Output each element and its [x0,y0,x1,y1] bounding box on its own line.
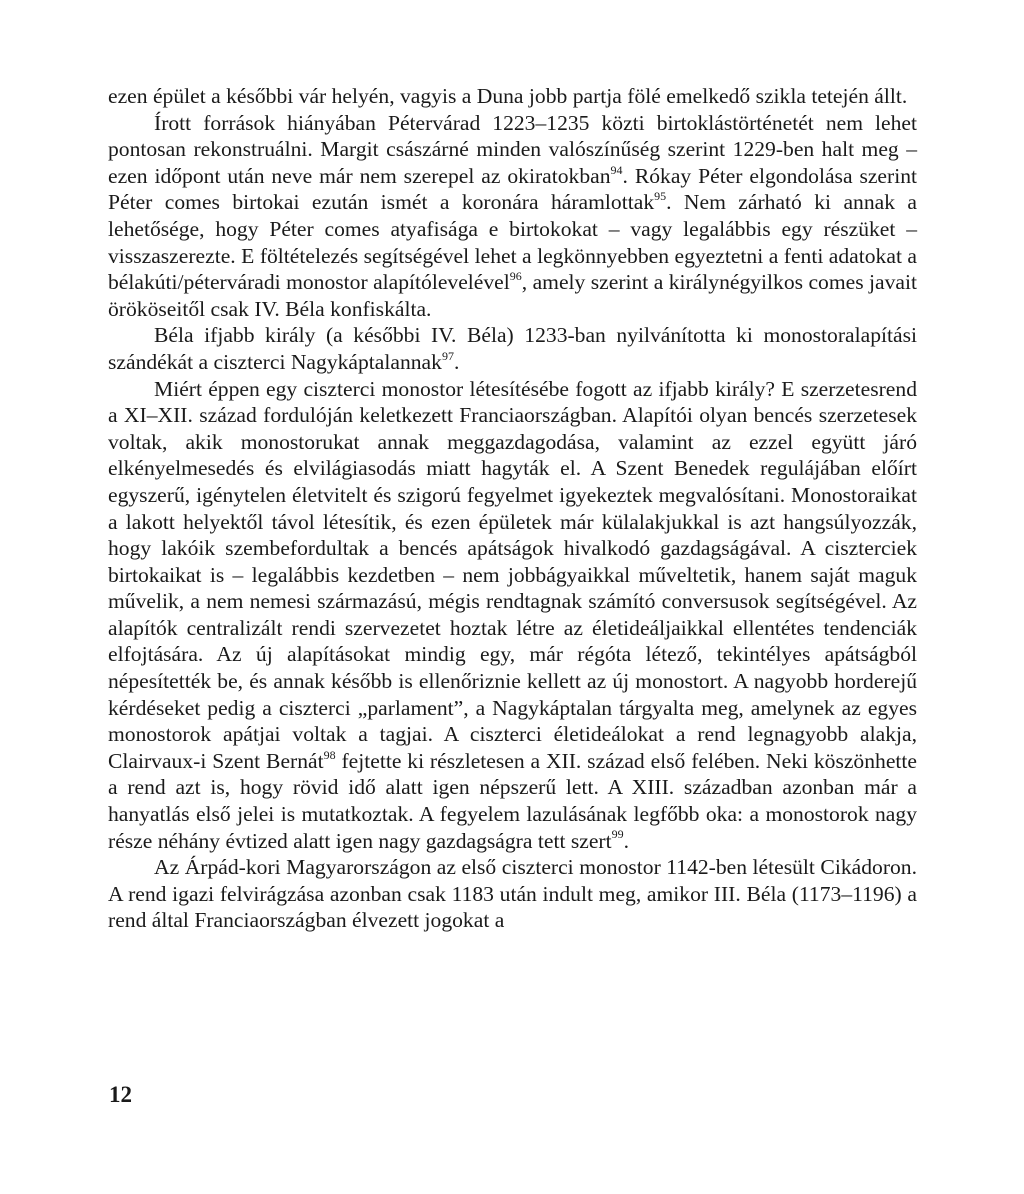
paragraph-2-text-2: . Rókay Péter elgondolása szerint Péter comes birtokai ezután ismét a koronára háramlottak [108,163,918,215]
page-body [108,83,917,934]
paragraph-5 [108,854,917,934]
footnote-ref-95: 95 [654,189,667,204]
paragraph-2-text-1: Írott források hiányában Pétervárad 1223–1235 közti birtoklástörténetét nem lehet pontosan rekonstruálni. Margit császárné minden valószínűség szerint 1229-ben halt meg – ezen időpont után neve már nem szerepel az okiratokban [108,110,917,188]
paragraph-3 [108,322,917,375]
paragraph-2-text-3: . Nem zárható ki annak a lehetősége, hogy Péter comes atyafisága e birtokokat – vagy legalábbis egy részüket – visszaszerezte. E föltételezés segítségével lehet a legkönnyebben egyeztetni a fenti adatokat a bélakúti/péterváradi monostor alapítólevelével [108,190,918,295]
paragraph-5-text-1: Az Árpád-kori Magyarországon az első ciszterci monostor 1142-ben létesült Cikádoron. A rend igazi felvirágzása azonban csak 1183 után indult meg, amikor III. Béla (1173–1196) a rend által Franciaországban élvezett jogokat a [108,855,917,933]
paragraph-1-text-1: ezen épület a későbbi vár helyén, vagyis a Duna jobb partja fölé emelkedő szikla tetején állt. [108,84,908,108]
paragraph-3-text-2: . [453,349,460,374]
paragraph-1 [108,83,917,110]
footnote-ref-99: 99 [611,827,624,842]
footnote-ref-94: 94 [610,162,623,177]
paragraph-2-text-4: , amely szerint a királynégyilkos comes javait örököseitől csak IV. Béla konfiskálta. [108,270,917,321]
paragraph-3-text-1: Béla ifjabb király (a későbbi IV. Béla) 1233-ban nyilvánította ki monostoralapítási szándékát a ciszterci Nagykáptalannak [108,323,917,374]
footnote-ref-96: 96 [509,268,522,283]
page-number: 12 [109,1082,132,1107]
paragraph-2 [108,110,917,323]
paragraph-4 [108,376,917,855]
paragraph-4-text-2: fejtette ki részletesen a XII. század első felében. Neki köszönhette a rend azt is, hogy rövid idő alatt igen népszerű lett. A XIII. században azonban már a hanyatlás első jelei is mutatkoztak. A fegyelem lazulásának legfőbb oka: a monostorok nagy része néhány évtized alatt igen nagy gazdagságra tett szert [108,748,917,853]
paragraph-4-text-1: Miért éppen egy ciszterci monostor létesítésébe fogott az ifjabb király? E szerzetesrend a XI–XII. század fordulóján keletkezett Franciaországban. Alapítói olyan bencés szerzetesek voltak, akik monostorukat annak meggazdagodása, valamint az ezzel együtt járó elkényelmesedés és elvilágiasodás miatt hagyták el. A Szent Benedek regulájában előírt egyszerű, igénytelen életvitelt és szigorú fegyelmet igyekeztek megvalósítani. Monostoraikat a lakott helyektől távol létesítik, és ezen épületek már külalakjukkal is azt hangsúlyozzák, hogy lakóik szembefordultak a bencés apátságok hivalkodó gazdagságával. A ciszterciek birtokaikat is – legalábbis kezdetben – nem jobbágyaikkal műveltetik, hanem saját maguk művelik, a nem nemesi származású, mégis rendtagnak számító conversusok segítségével. Az alapítók centralizált rendi szervezetet hoztak létre az életideáljaikkal ellentétes tendenciák elfojtására. Az új alapításokat mindig egy, már régóta létező, tekintélyes apátságból népesítették be, és annak később is ellenőriznie kellett az új monostort. A nagyobb horderejű kérdéseket pedig a ciszterci „parlament”, a Nagykáptalan tárgyalta meg, amelynek az egyes monostorok apátjai voltak a tagjai. A ciszterci életideálokat a rend legnagyobb alakja, Clairvaux-i Szent Bernát [108,376,917,773]
footnote-ref-97: 97 [441,348,454,363]
paragraph-4-text-3: . [623,828,630,853]
footnote-ref-98: 98 [323,747,336,762]
